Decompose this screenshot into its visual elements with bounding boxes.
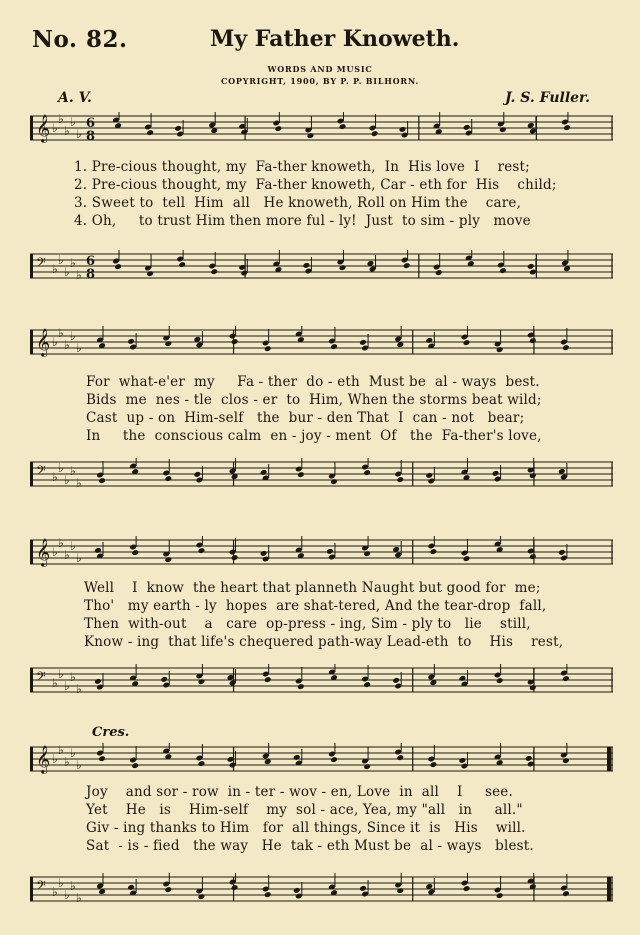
note-icon xyxy=(494,536,504,553)
note-icon xyxy=(196,536,206,554)
flat-icon: ♭ xyxy=(58,112,64,126)
note-icon xyxy=(162,540,172,563)
flat-icon: ♭ xyxy=(52,752,58,766)
flat-icon: ♭ xyxy=(58,461,64,475)
treble-clef-icon: 𝄞 xyxy=(36,538,51,566)
note-icon xyxy=(494,876,504,899)
flat-icon: ♭ xyxy=(70,256,76,270)
note-icon xyxy=(558,463,568,480)
note-icon xyxy=(293,749,303,766)
note-icon xyxy=(262,329,272,352)
bass-clef-icon: 𝄢 xyxy=(36,669,46,687)
bass-clef-icon: 𝄢 xyxy=(36,878,46,896)
note-icon xyxy=(361,747,371,770)
lyric-line-s4-v1: Joy and sor - row in - ter - wov - en, Love in all I see. xyxy=(86,784,513,800)
note-icon xyxy=(527,668,537,691)
note-icon xyxy=(433,253,443,276)
bass-staff-4 xyxy=(30,873,613,905)
treble-staff-2 xyxy=(30,326,613,358)
note-icon xyxy=(94,542,104,559)
note-icon xyxy=(127,879,137,896)
flat-icon: ♭ xyxy=(76,891,82,905)
flat-icon: ♭ xyxy=(64,265,70,279)
note-icon xyxy=(295,667,305,690)
time-signature-icon: 6 xyxy=(86,116,96,131)
note-icon xyxy=(361,458,371,476)
copyright-line-1: WORDS AND MUSIC xyxy=(267,64,373,74)
copyright-line-2: COPYRIGHT, 1900, BY P. P. BILHORN. xyxy=(220,76,420,86)
note-icon xyxy=(194,331,204,348)
note-icon xyxy=(229,873,239,891)
note-icon xyxy=(260,464,270,481)
note-icon xyxy=(94,673,104,690)
flat-icon: ♭ xyxy=(52,470,58,484)
flat-icon: ♭ xyxy=(52,335,58,349)
note-icon xyxy=(328,873,338,896)
note-icon xyxy=(359,334,369,351)
flat-icon: ♭ xyxy=(70,464,76,478)
flat-icon: ♭ xyxy=(52,885,58,899)
lyric-line-s4-v3: Giv - ing thanks to Him for all things, Since it is His will. xyxy=(86,820,526,836)
note-icon xyxy=(461,458,471,481)
flat-icon: ♭ xyxy=(70,879,76,893)
flat-icon: ♭ xyxy=(52,545,58,559)
note-icon xyxy=(433,112,443,135)
flat-icon: ♭ xyxy=(76,268,82,282)
note-icon xyxy=(129,664,139,687)
bass-staff-3 xyxy=(30,664,613,696)
flat-icon: ♭ xyxy=(64,755,70,769)
note-icon xyxy=(425,878,435,895)
note-icon xyxy=(561,250,571,272)
note-icon xyxy=(527,326,537,344)
note-icon xyxy=(196,877,206,900)
note-icon xyxy=(293,882,303,899)
note-icon xyxy=(273,250,283,273)
note-icon xyxy=(399,121,409,138)
staff-lines xyxy=(30,873,613,905)
flat-icon: ♭ xyxy=(70,539,76,553)
crescendo-marking: Cres. xyxy=(92,725,130,740)
note-icon xyxy=(208,112,218,134)
note-icon xyxy=(295,326,305,343)
flat-icon: ♭ xyxy=(64,338,70,352)
treble-staff-1 xyxy=(30,112,613,144)
hymn-title: My Father Knoweth. xyxy=(210,26,460,52)
note-icon xyxy=(527,258,537,275)
note-icon xyxy=(96,326,106,349)
note-icon xyxy=(527,873,537,890)
lyric-line-s3-v2: Tho' my earth - ly hopes are shat-tered, And the tear-drop fall, xyxy=(84,598,547,614)
flat-icon: ♭ xyxy=(76,682,82,696)
note-icon xyxy=(394,326,404,348)
lyric-line-s3-v3: Then with-out a care op-press - ing, Sim - ply to lie still, xyxy=(84,616,531,632)
note-icon xyxy=(328,462,338,485)
note-icon xyxy=(305,116,315,139)
flat-icon: ♭ xyxy=(52,121,58,135)
note-icon xyxy=(238,259,248,276)
lyric-line-s3-v1: Well I know the heart that planneth Naught but good for me; xyxy=(84,580,541,596)
flat-icon: ♭ xyxy=(76,127,82,141)
note-icon xyxy=(129,458,139,475)
lyric-line-s3-v4: Know - ing that life's chequered path-way Lead-eth to His rest, xyxy=(84,634,564,650)
music-by-credit: J. S. Fuller. xyxy=(505,90,591,106)
note-icon xyxy=(560,664,570,682)
flat-icon: ♭ xyxy=(64,473,70,487)
lyric-line-s1-v1: 1. Pre-cious thought, my Fa-ther knoweth, In His love I rest; xyxy=(74,159,530,175)
lyric-line-s2-v1: For what-e'er my Fa - ther do - eth Must be al - ways best. xyxy=(86,374,540,390)
words-by-credit: A. V. xyxy=(58,90,92,106)
note-icon xyxy=(176,250,186,268)
flat-icon: ♭ xyxy=(58,876,64,890)
note-icon xyxy=(494,743,504,766)
note-icon xyxy=(425,332,435,349)
flat-icon: ♭ xyxy=(76,476,82,490)
note-icon xyxy=(174,120,184,137)
staff-lines xyxy=(30,664,613,696)
note-icon xyxy=(129,746,139,769)
lyric-line-s4-v2: Yet He is Him-self my sol - ace, Yea, my "all in all." xyxy=(86,802,523,818)
flat-icon: ♭ xyxy=(76,758,82,772)
note-icon xyxy=(227,669,237,686)
flat-icon: ♭ xyxy=(58,253,64,267)
note-icon xyxy=(392,541,402,558)
note-icon xyxy=(229,458,239,480)
note-icon xyxy=(527,117,537,134)
flat-icon: ♭ xyxy=(64,888,70,902)
treble-clef-icon: 𝄞 xyxy=(36,328,51,356)
staff-lines xyxy=(30,112,613,144)
note-icon xyxy=(459,752,469,769)
flat-icon: ♭ xyxy=(70,329,76,343)
time-signature-icon: 6 xyxy=(86,254,96,269)
note-icon xyxy=(96,873,106,895)
note-icon xyxy=(459,670,469,687)
staff-lines xyxy=(30,250,613,282)
flat-icon: ♭ xyxy=(64,679,70,693)
flat-icon: ♭ xyxy=(58,536,64,550)
flat-icon: ♭ xyxy=(70,670,76,684)
note-icon xyxy=(328,664,338,681)
treble-staff-3 xyxy=(30,536,613,568)
lyric-line-s4-v4: Sat - is - fied the way He tak - eth Must be al - ways blest. xyxy=(86,838,534,854)
flat-icon: ♭ xyxy=(64,548,70,562)
flat-icon: ♭ xyxy=(58,326,64,340)
flat-icon: ♭ xyxy=(52,676,58,690)
flat-icon: ♭ xyxy=(52,262,58,276)
note-icon xyxy=(494,330,504,353)
lyric-line-s1-v4: 4. Oh, to trust Him then more ful - ly! Just to sim - ply move xyxy=(74,213,531,229)
time-signature-icon: 8 xyxy=(86,129,96,144)
flat-icon: ♭ xyxy=(70,115,76,129)
hymn-number: No. 82. xyxy=(32,26,128,53)
note-icon xyxy=(162,743,172,760)
note-icon xyxy=(194,466,204,483)
note-icon xyxy=(337,112,347,130)
time-signature-icon: 8 xyxy=(86,267,96,282)
lyric-line-s1-v3: 3. Sweet to tell Him all He knoweth, Roll on Him the care, xyxy=(74,195,522,211)
staff-lines xyxy=(30,743,613,775)
note-icon xyxy=(428,664,438,686)
staff-lines xyxy=(30,458,613,490)
flat-icon: ♭ xyxy=(76,341,82,355)
treble-clef-icon: 𝄞 xyxy=(36,114,51,142)
staff-lines xyxy=(30,326,613,358)
flat-icon: ♭ xyxy=(70,746,76,760)
treble-clef-icon: 𝄞 xyxy=(36,745,51,773)
lyric-line-s2-v3: Cast up - on Him-self the bur - den That I can - not bear; xyxy=(86,410,525,426)
note-icon xyxy=(112,112,122,129)
flat-icon: ♭ xyxy=(64,124,70,138)
note-icon xyxy=(461,539,471,562)
bass-clef-icon: 𝄢 xyxy=(36,255,46,273)
lyric-line-s2-v4: In the conscious calm en - joy - ment Of the Fa-ther's love, xyxy=(86,428,542,444)
lyric-line-s1-v2: 2. Pre-cious thought, my Fa-ther knoweth, Car - eth for His child; xyxy=(74,177,557,193)
note-icon xyxy=(465,250,475,267)
bass-staff-2 xyxy=(30,458,613,490)
note-icon xyxy=(227,751,237,768)
note-icon xyxy=(558,544,568,561)
staff-lines xyxy=(30,536,613,568)
note-icon xyxy=(295,536,305,559)
note-icon xyxy=(394,743,404,761)
bass-staff-1 xyxy=(30,250,613,282)
lyric-line-s2-v2: Bids me nes - tle clos - er to Him, When the storms beat wild; xyxy=(86,392,542,408)
note-icon xyxy=(367,255,377,272)
note-icon xyxy=(144,254,154,277)
note-icon xyxy=(96,461,106,484)
bass-clef-icon: 𝄢 xyxy=(36,463,46,481)
note-icon xyxy=(238,118,248,135)
flat-icon: ♭ xyxy=(58,667,64,681)
note-icon xyxy=(392,672,402,689)
note-icon xyxy=(425,467,435,484)
note-icon xyxy=(262,743,272,765)
treble-staff-4 xyxy=(30,743,613,775)
flat-icon: ♭ xyxy=(58,743,64,757)
note-icon xyxy=(260,545,270,562)
flat-icon: ♭ xyxy=(76,551,82,565)
